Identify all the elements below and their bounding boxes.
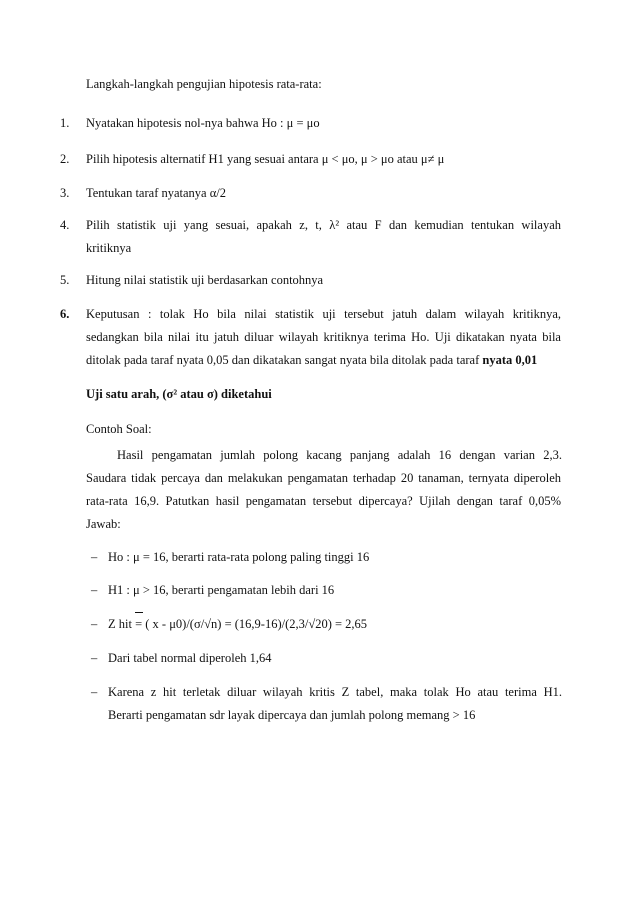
step-text-continued: sedangkan bila nilai itu jatuh diluar wilayah kritiknya terima Ho. Uji dikatakan nyata bila: [86, 330, 561, 344]
answer-item: Z hit = ( x - μ0)/(σ/√n) = (16,9-16)/(2,3/√20) = 2,65: [108, 617, 368, 631]
problem-text: Hasil pengamatan jumlah polong kacang panjang adalah 16 dengan varian 2,3.: [117, 448, 562, 462]
step-text: Tentukan taraf nyatanya α/2: [86, 186, 226, 200]
step-text-emphasis: nyata 0,01: [482, 353, 538, 367]
dash-bullet: –: [91, 685, 98, 699]
intro-text: Langkah-langkah pengujian hipotesis rata-rata:: [86, 77, 322, 91]
problem-text: Saudara tidak percaya dan melakukan pengamatan terhadap 20 tanaman, ternyata diperoleh: [86, 471, 561, 485]
dash-bullet: –: [91, 583, 98, 597]
step-text: Hitung nilai statistik uji berdasarkan contohnya: [86, 273, 324, 287]
answer-item: Karena z hit terletak diluar wilayah kritis Z tabel, maka tolak Ho atau terima H1.: [108, 685, 562, 699]
step-number: 2.: [60, 152, 70, 166]
dash-bullet: –: [91, 651, 98, 665]
step-number: 4.: [60, 218, 70, 232]
step-number: 1.: [60, 116, 70, 130]
answer-item-continued: Berarti pengamatan sdr layak dipercaya dan jumlah polong memang > 16: [108, 708, 476, 722]
step-text-continued: [86, 352, 537, 368]
step-number: 3.: [60, 186, 70, 200]
step-text: Pilih statistik uji yang sesuai, apakah z, t, λ² atau F dan kemudian tentukan wilayah: [86, 218, 561, 232]
step-text-continued: kritiknya: [86, 241, 132, 255]
problem-text: rata-rata 16,9. Patutkan hasil pengamatan tersebut dipercaya? Ujilah dengan taraf 0,05%: [86, 494, 561, 508]
step-text: Keputusan : tolak Ho bila nilai statistik uji tersebut jatuh dalam wilayah kritiknya,: [86, 307, 561, 321]
answer-item: Ho : μ = 16, berarti rata-rata polong paling tinggi 16: [108, 550, 370, 564]
step-text: Nyatakan hipotesis nol-nya bahwa Ho : μ = μo: [86, 116, 320, 130]
answer-item: Dari tabel normal diperoleh 1,64: [108, 651, 272, 665]
example-label: Contoh Soal:: [86, 422, 152, 436]
step-number: 6.: [60, 307, 70, 321]
answer-item: H1 : μ > 16, berarti pengamatan lebih dari 16: [108, 583, 335, 597]
section-heading: Uji satu arah, (σ² atau σ) diketahui: [86, 387, 272, 401]
step-text-plain: ditolak pada taraf nyata 0,05 dan dikatakan sangat nyata bila ditolak pada taraf: [86, 353, 480, 367]
answer-label: Jawab:: [86, 517, 121, 531]
dash-bullet: –: [91, 550, 98, 564]
step-text: Pilih hipotesis alternatif H1 yang sesuai antara μ < μo, μ > μo atau μ≠ μ: [86, 152, 445, 166]
mean-bar-line: [135, 612, 143, 613]
step-number: 5.: [60, 273, 70, 287]
dash-bullet: –: [91, 617, 98, 631]
